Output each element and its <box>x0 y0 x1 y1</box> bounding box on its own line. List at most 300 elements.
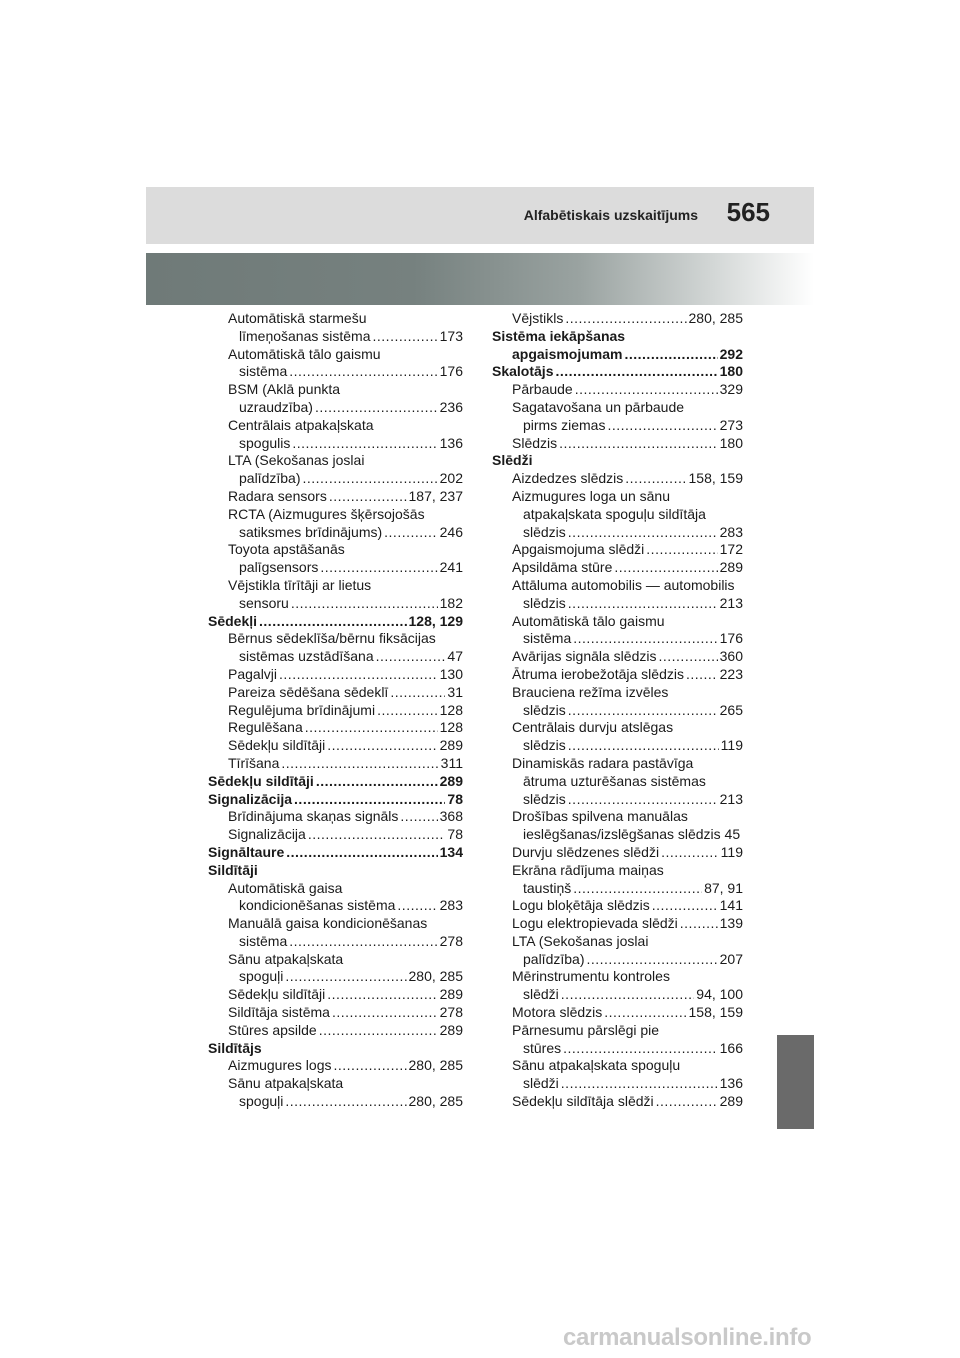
page-reference: 134 <box>439 843 463 860</box>
index-entry <box>492 470 743 488</box>
index-term: Pārbaude <box>512 381 573 398</box>
dot-leader <box>607 417 717 435</box>
index-term: sistēma <box>523 630 572 647</box>
index-term: Regulējuma brīdinājumi <box>228 701 376 718</box>
dot-leader <box>390 684 445 702</box>
index-entry <box>492 435 743 453</box>
dot-leader <box>568 702 718 720</box>
page-reference: 182 <box>439 594 463 611</box>
dot-leader <box>377 702 438 720</box>
index-entry <box>492 488 743 506</box>
index-entry <box>492 310 743 328</box>
section-thumb-tab <box>777 1035 814 1129</box>
index-entry <box>208 986 463 1004</box>
index-entry <box>492 773 743 791</box>
index-entry <box>208 328 463 346</box>
index-entry <box>492 897 743 915</box>
index-term: spogulis <box>239 434 291 451</box>
index-entry <box>208 933 463 951</box>
index-term: Sagatavošana un pārbaude <box>512 398 685 415</box>
index-entry <box>208 897 463 915</box>
index-term: Ātruma ierobežotāja slēdzis <box>512 665 684 682</box>
index-entry <box>492 826 743 844</box>
index-entry <box>492 880 743 898</box>
dot-leader <box>559 435 718 453</box>
index-entry <box>208 880 463 898</box>
index-term: slēdzis <box>523 594 566 611</box>
index-term: sistēmas uzstādīšana <box>239 648 374 665</box>
index-entry <box>492 666 743 684</box>
index-term: slēdzis <box>523 523 566 540</box>
page-reference: 289 <box>439 1021 463 1038</box>
dot-leader <box>327 737 437 755</box>
index-term: sensoru <box>239 594 289 611</box>
index-term: sistēma <box>239 932 288 949</box>
dot-leader <box>604 1004 686 1022</box>
page-reference: 292 <box>719 345 743 362</box>
index-term: Bērnus sēdeklīša/bērnu fiksācijas <box>228 630 436 647</box>
index-entry <box>208 381 463 399</box>
index-term: Dinamiskās radara pastāvīga <box>512 754 694 771</box>
index-term: apgaismojumam <box>512 345 623 362</box>
dot-leader <box>656 1093 718 1111</box>
index-term: Logu bloķētāja slēdzis <box>512 897 650 914</box>
dot-leader <box>686 666 718 684</box>
index-entry <box>208 755 463 773</box>
index-term: Sēdekļu sildītāja slēdži <box>512 1093 654 1110</box>
index-entry <box>208 577 463 595</box>
page-reference: 246 <box>439 523 463 540</box>
index-entry <box>208 1040 463 1058</box>
dot-leader <box>329 488 407 506</box>
page-reference: 213 <box>719 790 743 807</box>
index-entry <box>492 541 743 559</box>
index-entry <box>492 737 743 755</box>
dot-leader <box>624 346 717 364</box>
index-term: slēdži <box>523 1075 559 1092</box>
index-term: slēdzis <box>523 701 566 718</box>
index-entry <box>208 684 463 702</box>
index-term: Stūres apsilde <box>228 1021 317 1038</box>
page-reference: 119 <box>720 737 743 754</box>
index-entry <box>208 399 463 417</box>
index-term: palīgsensors <box>239 559 319 576</box>
index-term: Sistēma iekāpšanas <box>492 327 626 344</box>
index-entry <box>492 791 743 809</box>
page-reference: 265 <box>719 701 743 718</box>
index-term: LTA (Sekošanas joslai <box>512 932 649 949</box>
dot-leader <box>568 595 718 613</box>
dot-leader <box>286 844 437 862</box>
page-reference: 136 <box>719 1075 743 1092</box>
page-reference: 329 <box>719 381 743 398</box>
index-term: uzraudzība) <box>239 398 313 415</box>
page-reference: 130 <box>439 665 463 682</box>
index-entry <box>492 417 743 435</box>
index-entry <box>208 452 463 470</box>
index-entry <box>492 399 743 417</box>
page-reference: 94, 100 <box>696 986 743 1003</box>
page-reference: 119 <box>720 843 743 860</box>
dot-leader <box>279 666 438 684</box>
dot-leader <box>652 897 718 915</box>
index-term: BSM (Aklā punkta <box>228 381 341 398</box>
index-entry <box>492 1075 743 1093</box>
index-term: Motora slēdzis <box>512 1004 603 1021</box>
page-reference: 158, 159 <box>688 470 743 487</box>
dot-leader <box>319 1022 438 1040</box>
index-term: Sānu atpakaļskata <box>228 1075 344 1092</box>
page-reference: 289 <box>439 772 463 789</box>
index-term: Sildītājs <box>208 1039 262 1056</box>
index-entry <box>492 577 743 595</box>
dot-leader <box>289 933 437 951</box>
index-term: Radara sensors <box>228 487 327 504</box>
dot-leader <box>332 1004 438 1022</box>
index-entry <box>208 435 463 453</box>
page-reference: 173 <box>439 327 463 344</box>
dot-leader <box>285 1093 406 1111</box>
index-term: Sēdekļi <box>208 612 258 629</box>
index-entry <box>492 915 743 933</box>
index-term: Mērinstrumentu kontroles <box>512 968 670 985</box>
index-term: Sānu atpakaļskata spoguļu <box>512 1057 681 1074</box>
dot-leader <box>568 524 718 542</box>
index-term: Aizdedzes slēdzis <box>512 470 624 487</box>
index-entry <box>208 808 463 826</box>
index-entry <box>208 1004 463 1022</box>
index-column-left <box>208 310 463 1111</box>
index-entry <box>208 737 463 755</box>
page-reference: 176 <box>719 630 743 647</box>
index-term: Sēdekļu sildītāji <box>208 772 314 789</box>
page-reference: 289 <box>719 559 743 576</box>
page-reference: 280, 285 <box>408 968 463 985</box>
dot-leader <box>259 613 406 631</box>
watermark: carmanualsonline.info <box>563 1324 812 1351</box>
index-entry <box>208 541 463 559</box>
index-entry <box>208 666 463 684</box>
index-entry <box>492 648 743 666</box>
dot-leader <box>305 719 438 737</box>
dot-leader <box>568 737 719 755</box>
index-term: stūres <box>523 1039 562 1056</box>
index-term: LTA (Sekošanas joslai <box>228 452 365 469</box>
page-reference: 78 <box>447 826 463 843</box>
index-term: Aizmugures logs <box>228 1057 332 1074</box>
page-reference: 172 <box>719 541 743 558</box>
page-reference: 158, 159 <box>688 1004 743 1021</box>
index-entry <box>492 559 743 577</box>
index-entry <box>208 1022 463 1040</box>
index-entry <box>492 524 743 542</box>
index-entry <box>208 951 463 969</box>
index-term: Avārijas signāla slēdzis <box>512 648 657 665</box>
index-entry <box>208 363 463 381</box>
page-header <box>146 187 814 244</box>
index-term: Sildītāja sistēma <box>228 1004 330 1021</box>
index-term: Toyota apstāšanās <box>228 541 345 558</box>
page-reference: 311 <box>440 754 463 771</box>
index-term: Automātiskā starmešu <box>228 310 367 326</box>
dot-leader <box>327 986 437 1004</box>
page-reference: 289 <box>439 737 463 754</box>
index-term: Sānu atpakaļskata <box>228 950 344 967</box>
index-term: kondicionēšanas sistēma <box>239 897 396 914</box>
dot-leader <box>285 968 406 986</box>
index-entry <box>208 417 463 435</box>
index-entry <box>492 595 743 613</box>
index-term: taustiņš <box>523 879 572 896</box>
index-entry <box>208 1057 463 1075</box>
dot-leader <box>568 791 718 809</box>
index-term: Pareiza sēdēšana sēdeklī <box>228 683 389 700</box>
index-term: ieslēgšanas/izslēgšanas slēdzis 45 <box>523 826 741 843</box>
page-reference: 180 <box>719 434 743 451</box>
index-term: Vējstikla tīrītāji ar lietus <box>228 576 372 593</box>
index-term: ātruma uzturēšanas sistēmas <box>523 772 706 789</box>
dot-leader <box>614 559 717 577</box>
index-entry <box>492 1057 743 1075</box>
index-term: Vējstikls <box>512 310 564 326</box>
dot-leader <box>565 310 686 328</box>
index-term: Attāluma automobilis — automobilis <box>512 576 735 593</box>
page-reference: 213 <box>719 594 743 611</box>
dot-leader <box>563 1040 718 1058</box>
index-entry <box>208 470 463 488</box>
index-term: Sildītāji <box>208 861 258 878</box>
page-reference: 128 <box>439 719 463 736</box>
index-term: līmeņošanas sistēma <box>239 327 371 344</box>
index-term: Apsildāma stūre <box>512 559 613 576</box>
index-entry <box>208 791 463 809</box>
index-entry <box>208 613 463 631</box>
page-reference: 128 <box>439 701 463 718</box>
index-entry <box>492 808 743 826</box>
page-reference: 180 <box>719 363 743 380</box>
dot-leader <box>661 844 719 862</box>
dot-leader <box>376 648 446 666</box>
dot-leader <box>291 595 438 613</box>
dot-leader <box>586 951 717 969</box>
dot-leader <box>555 363 717 381</box>
index-entry <box>208 595 463 613</box>
index-term: Signalizācija <box>208 790 293 807</box>
dot-leader <box>658 648 717 666</box>
index-entry <box>208 773 463 791</box>
index-entry <box>208 719 463 737</box>
page-reference: 278 <box>439 1004 463 1021</box>
page-reference: 139 <box>719 915 743 932</box>
page-reference: 368 <box>439 808 463 825</box>
page-reference: 289 <box>719 1093 743 1110</box>
index-term: Regulēšana <box>228 719 303 736</box>
dot-leader <box>294 791 445 809</box>
index-entry <box>492 328 743 346</box>
index-entry <box>492 933 743 951</box>
index-term: Brauciena režīma izvēles <box>512 683 669 700</box>
page-reference: 278 <box>439 932 463 949</box>
page-reference: 187, 237 <box>408 487 463 504</box>
index-term: sistēma <box>239 363 288 380</box>
index-entry <box>208 915 463 933</box>
index-term: pirms ziemas <box>523 416 606 433</box>
page-reference: 47 <box>447 648 463 665</box>
index-term: RCTA (Aizmugures šķērsojošās <box>228 505 425 522</box>
index-entry <box>208 826 463 844</box>
index-entry <box>492 1040 743 1058</box>
page-reference: 283 <box>439 897 463 914</box>
index-entry <box>208 1093 463 1111</box>
dot-leader <box>334 1057 407 1075</box>
page-reference: 236 <box>439 398 463 415</box>
page-reference: 280, 285 <box>408 1057 463 1074</box>
index-entry <box>208 488 463 506</box>
index-term: Logu elektropievada slēdži <box>512 915 678 932</box>
index-entry <box>492 702 743 720</box>
index-term: spoguļi <box>239 968 284 985</box>
page-reference: 283 <box>719 523 743 540</box>
index-entry <box>208 648 463 666</box>
index-entry <box>492 613 743 631</box>
index-term: Signalizācija <box>228 826 306 843</box>
index-entry <box>492 968 743 986</box>
index-entry <box>492 363 743 381</box>
index-term: Signāltaure <box>208 843 285 860</box>
dot-leader <box>573 630 717 648</box>
dot-leader <box>320 559 437 577</box>
index-term: satiksmes brīdinājums) <box>239 523 383 540</box>
index-term: Durvju slēdzenes slēdži <box>512 843 660 860</box>
index-entry <box>208 559 463 577</box>
index-entry <box>208 506 463 524</box>
dot-leader <box>384 524 437 542</box>
dot-leader <box>281 755 438 773</box>
page-reference: 207 <box>719 950 743 967</box>
index-term: Sēdekļu sildītāji <box>228 737 326 754</box>
dot-leader <box>561 986 694 1004</box>
dot-leader <box>397 897 437 915</box>
page-reference: 176 <box>439 363 463 380</box>
index-entry <box>492 719 743 737</box>
index-entry <box>208 310 463 328</box>
dot-leader <box>373 328 438 346</box>
index-term: Pārnesumu pārslēgi pie <box>512 1021 660 1038</box>
index-entry <box>208 968 463 986</box>
index-term: Slēdži <box>492 452 533 469</box>
index-entry <box>492 506 743 524</box>
page-reference: 166 <box>719 1039 743 1056</box>
index-entry <box>492 986 743 1004</box>
index-term: slēdzis <box>523 737 566 754</box>
index-term: Ekrāna rādījuma maiņas <box>512 861 664 878</box>
dot-leader <box>646 541 717 559</box>
dot-leader <box>289 363 437 381</box>
index-entry <box>492 1093 743 1111</box>
dot-leader <box>315 399 438 417</box>
index-entry <box>492 951 743 969</box>
page-reference: 280, 285 <box>688 310 743 326</box>
dot-leader <box>308 826 446 844</box>
index-term: Automātiskā tālo gaismu <box>228 345 381 362</box>
index-entry <box>492 452 743 470</box>
index-column-right <box>492 310 743 1111</box>
index-term: Aizmugures loga un sānu <box>512 487 670 504</box>
index-entry <box>208 844 463 862</box>
index-entry <box>492 1004 743 1022</box>
index-entry <box>208 1075 463 1093</box>
index-term: Automātiskā gaisa <box>228 879 343 896</box>
section-title: Alfabētiskais uzskaitījums <box>523 207 698 223</box>
index-entry <box>492 346 743 364</box>
page-number: 565 <box>726 197 770 227</box>
page-reference: 360 <box>719 648 743 665</box>
index-term: Drošības spilvena manuālas <box>512 808 688 825</box>
dot-leader <box>573 880 702 898</box>
index-term: palīdzība) <box>239 470 301 487</box>
page-reference: 141 <box>719 897 743 914</box>
page-reference: 280, 285 <box>408 1093 463 1110</box>
dot-leader <box>561 1075 718 1093</box>
index-term: Tīrīšana <box>228 754 280 771</box>
index-entry <box>208 630 463 648</box>
index-entry <box>492 755 743 773</box>
index-term: Brīdinājuma skaņas signāls <box>228 808 399 825</box>
page-reference: 87, 91 <box>704 879 743 896</box>
page-reference: 31 <box>447 683 463 700</box>
page-reference: 128, 129 <box>408 612 463 629</box>
index-term: slēdzis <box>523 790 566 807</box>
index-term: spoguļi <box>239 1093 284 1110</box>
index-entry <box>492 1022 743 1040</box>
dot-leader <box>680 915 718 933</box>
index-entry <box>208 346 463 364</box>
dot-leader <box>292 435 437 453</box>
index-entry <box>208 524 463 542</box>
index-term: Apgaismojuma slēdži <box>512 541 645 558</box>
index-term: Pagalvji <box>228 665 278 682</box>
page-reference: 241 <box>439 559 463 576</box>
page-reference: 273 <box>719 416 743 433</box>
index-entry <box>492 630 743 648</box>
index-entry <box>492 684 743 702</box>
index-term: palīdzība) <box>523 950 585 967</box>
page-reference: 223 <box>719 665 743 682</box>
page-reference: 136 <box>439 434 463 451</box>
dot-leader <box>302 470 437 488</box>
index-term: Slēdzis <box>512 434 558 451</box>
index-term: slēdži <box>523 986 559 1003</box>
page-reference: 78 <box>447 790 463 807</box>
index-entry <box>208 862 463 880</box>
index-term: atpakaļskata spoguļu sildītāja <box>523 505 706 522</box>
dot-leader <box>575 381 718 399</box>
page-reference: 202 <box>439 470 463 487</box>
index-entry <box>492 862 743 880</box>
dot-leader <box>400 808 437 826</box>
index-term: Centrālais durvju atslēgas <box>512 719 674 736</box>
index-term: Sēdekļu sildītāji <box>228 986 326 1003</box>
dot-leader <box>316 773 438 791</box>
index-term: Centrālais atpakaļskata <box>228 416 374 433</box>
index-term: Manuālā gaisa kondicionēšanas <box>228 915 428 932</box>
index-entry <box>492 381 743 399</box>
index-term: Skalotājs <box>492 363 554 380</box>
index-entry <box>492 844 743 862</box>
page-reference: 289 <box>439 986 463 1003</box>
header-gradient-band <box>146 253 814 305</box>
index-term: Automātiskā tālo gaismu <box>512 612 665 629</box>
